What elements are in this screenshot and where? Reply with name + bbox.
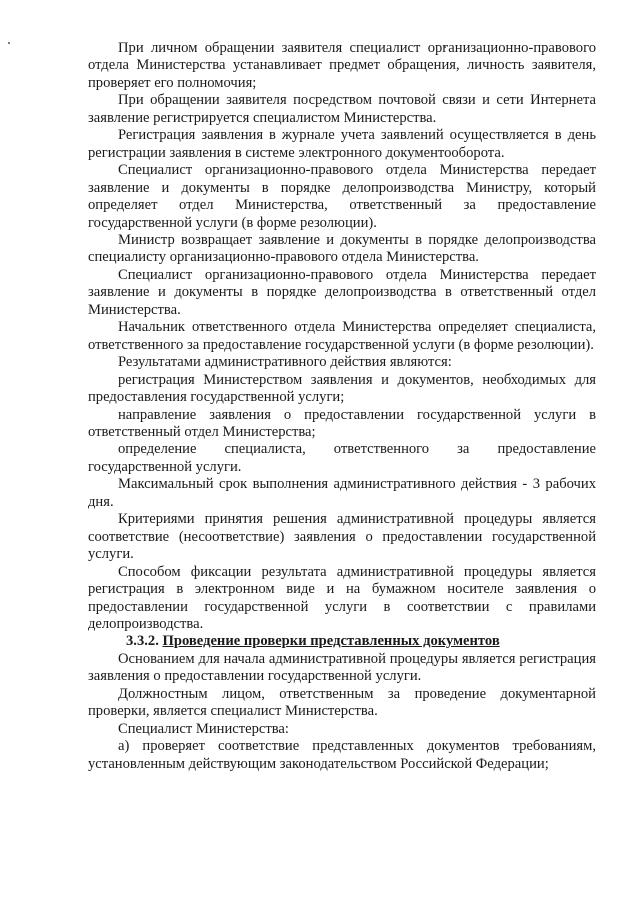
paragraph: Способом фиксации результата административной процедуры является регистрация в электронном виде и на бумажном носителе заявления о предоставлении государственной услуги в соответствии с правилами делопроизводства. xyxy=(88,563,596,632)
section-title: Проведение проверки представленных документов xyxy=(162,633,500,650)
paragraph: Должностным лицом, ответственным за проведение документарной проверки, является специалист Министерства. xyxy=(88,685,596,720)
section-heading xyxy=(88,633,596,650)
section-number: 3.3.2. xyxy=(126,633,159,650)
paragraph: Специалист организационно-правового отдела Министерства передает заявление и документы в порядке делопроизводства Министру, который определяет отдел Министерства, ответственный за предоставление государственной услуги (в форме резолюции). xyxy=(88,162,596,231)
list-item: регистрация Министерством заявления и документов, необходимых для предоставления государственной услуги; xyxy=(88,371,596,406)
list-item: определение специалиста, ответственного за предоставление государственной услуги. xyxy=(88,441,596,475)
paragraph: Результатами административного действия являются: xyxy=(118,354,452,371)
paragraph: Критериями принятия решения административной процедуры является соответствие (несоответствие) заявления о предоставлении государственной услуги. xyxy=(88,511,596,563)
scan-speck xyxy=(8,42,10,44)
paragraph: Максимальный срок выполнения административного действия - 3 рабочих дня. xyxy=(88,476,596,510)
paragraph: Министр возвращает заявление и документы в порядке делопроизводства специалисту организационно-правового отдела Министерства. xyxy=(88,231,596,266)
paragraph: Регистрация заявления в журнале учета заявлений осуществляется в день регистрации заявления в системе электронного документооборота. xyxy=(88,127,596,161)
list-item: направление заявления о предоставлении государственной услуги в ответственный отдел Министерства; xyxy=(88,406,596,440)
paragraph: Начальник ответственного отдела Министерства определяет специалиста, ответственного за предоставление государственной услуги (в форме резолюции). xyxy=(88,319,596,353)
paragraph: Специалист Министерства: xyxy=(118,720,289,737)
document-page xyxy=(88,40,596,773)
paragraph: При личном обращении заявителя специалист организационно-правового отдела Министерства устанавливает предмет обращения, личность заявителя, проверяет его полномочия; xyxy=(88,40,596,91)
paragraph: Специалист организационно-правового отдела Министерства передает заявление и документы в порядке делопроизводства в ответственный отдел Министерства. xyxy=(88,266,596,318)
paragraph: При обращении заявителя посредством почтовой связи и сети Интернета заявление регистрируется специалистом Министерства. xyxy=(88,92,596,126)
list-item: а) проверяет соответствие представленных документов требованиям, установленным действующим законодательством Российской Федерации; xyxy=(88,738,596,772)
paragraph: Основанием для начала административной процедуры является регистрация заявления о предоставлении государственной услуги. xyxy=(88,650,596,685)
